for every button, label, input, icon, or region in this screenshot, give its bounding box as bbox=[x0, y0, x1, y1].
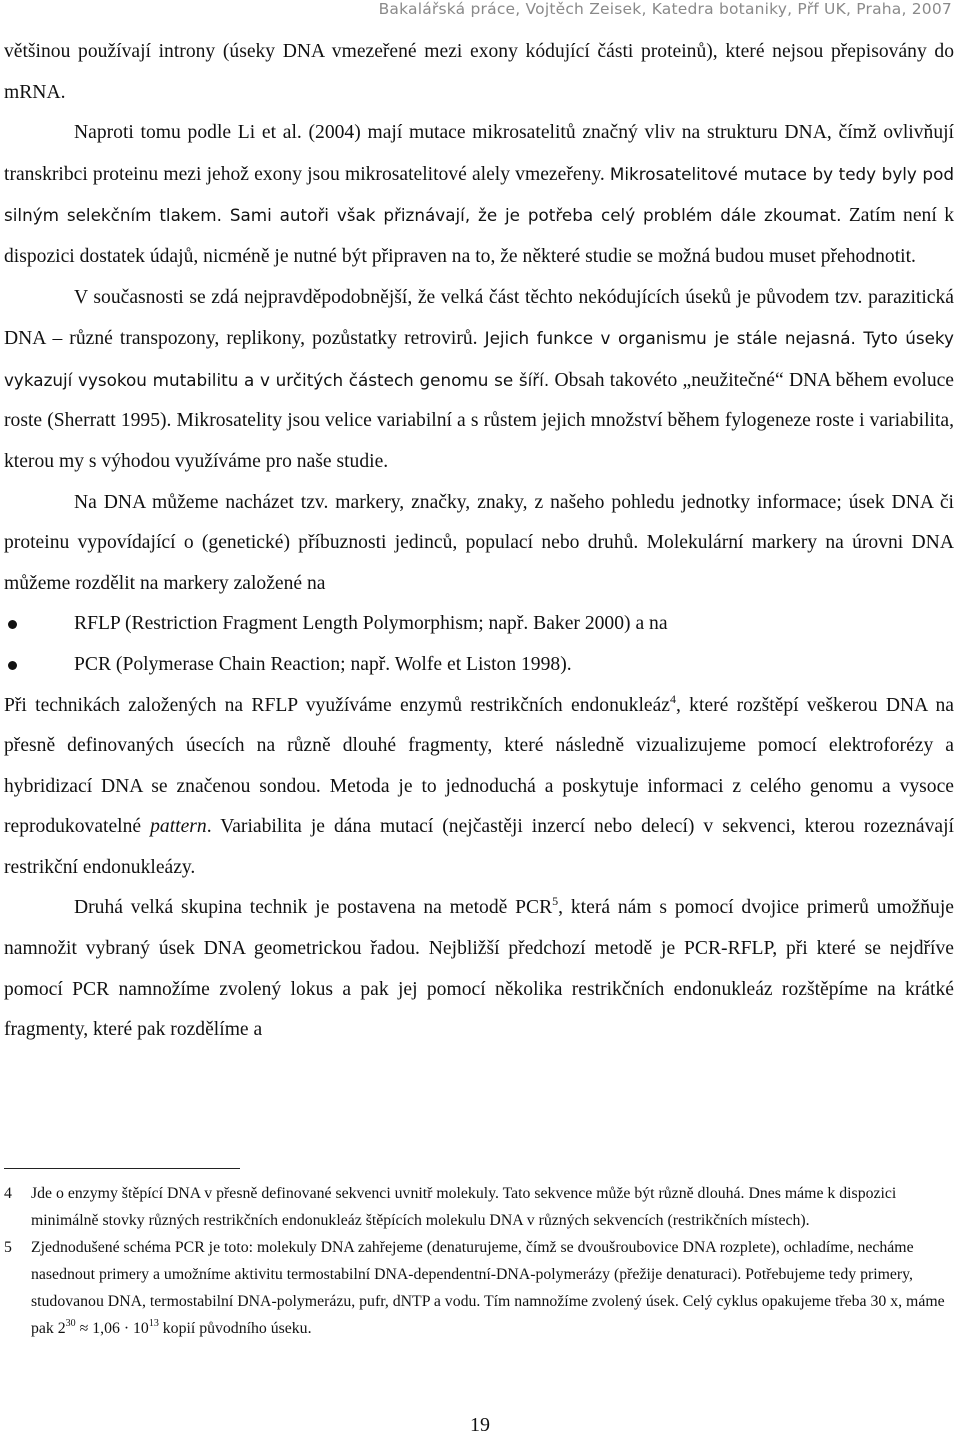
footnote-divider bbox=[4, 1168, 240, 1169]
list-item bbox=[4, 645, 954, 686]
footnote-4 bbox=[4, 1180, 954, 1234]
marker-list bbox=[4, 604, 954, 685]
paragraph-2-sans-text: Mikrosatelitové mutace by tedy byly pod silným selekčním tlakem. Sami autoři však přiznávají, že je potřeba celý problém dále zkoumat. bbox=[4, 163, 954, 226]
paragraph-4: Na DNA můžeme nacházet tzv. markery, značky, znaky, z našeho pohledu jednotky informace; úsek DNA či proteinu vypovídající o (genetické) příbuznosti jedinců, populací nebo druhů. Molekulární markery na úrovni DNA můžeme rozdělit na markery založené na bbox=[4, 491, 954, 594]
paragraph-1: většinou používají introny (úseky DNA vmezeřené mezi exony kódující části proteinů), které nejsou přepisovány do mRNA. bbox=[4, 41, 954, 103]
footnote-text: Zjednodušené schéma PCR je toto: molekuly DNA zahřejeme (denaturujeme, čímž se dvoušroubovice DNA rozplete), ochladíme, necháme nasednout primery a umožníme aktivitu termostabilní DNA-dependentní-DNA-polymerázy (přežije denaturaci). Potřebujeme tedy primery, studovanou DNA, termostabilní DNA-polymerázu, pufr, dNTP a vodu. Tím namnožíme zvolený úsek. Celý cyklus opakujeme třeba 30 x, máme pak 2 bbox=[31, 1239, 945, 1337]
paragraph-3-text: V současnosti se zdá nejpravděpodobnější, že velká část těchto nekódujících úseků je původem tzv. parazitická DNA – různé transpozony, replikony, pozůstatky retrovirů. bbox=[4, 286, 954, 350]
bullet-icon bbox=[8, 620, 17, 629]
footnote-number: 4 bbox=[4, 1185, 12, 1202]
paragraph-3-end: Obsah takovéto „neužitečné“ DNA během evoluce roste (Sherratt 1995). Mikrosatelity jsou velice variabilní a s růstem jejich množství během fylogeneze roste i variabilita, kterou my s výhodou využíváme pro naše studie. bbox=[4, 369, 955, 472]
paragraph-5-end: . Variabilita je dána mutací (nejčastěji inzercí nebo delecí) v sekvenci, kterou rozeznávají restrikční endonukleázy. bbox=[4, 816, 954, 878]
paragraph-5-text-cont: , které rozštěpí veškerou DNA na přesně definovaných úsecích na různě dlouhé fragmenty, které následně vizualizujeme pomocí elektroforézy a hybridizací DNA se značenou sondou. Metoda je to jednoduchá a poskytuje informaci z celého genomu a vysoce reprodukovatelné bbox=[4, 694, 954, 838]
footnote-number: 5 bbox=[4, 1239, 12, 1256]
paragraph-2 bbox=[4, 113, 954, 277]
running-header: Bakalářská práce, Vojtěch Zeisek, Katedra botaniky, Přf UK, Praha, 2007 bbox=[378, 0, 952, 18]
exponent: 30 bbox=[65, 1318, 76, 1329]
paragraph-6-text: Druhá velká skupina technik je postavena na metodě PCR bbox=[74, 897, 553, 919]
paragraph-5-text: Při technikách založených na RFLP využíváme enzymů restrikčních endonukleáz bbox=[4, 694, 671, 716]
list-item-text: RFLP (Restriction Fragment Length Polymorphism; např. Baker 2000) a na bbox=[74, 613, 668, 635]
footnotes bbox=[4, 1180, 954, 1342]
bullet-icon bbox=[8, 661, 17, 670]
paragraph-3-sans-text: Jejich funkce v organismu je stále nejasná. Tyto úseky vykazují vysokou mutabilitu a v určitých částech genomu se šíří. bbox=[4, 328, 954, 390]
list-item bbox=[4, 604, 954, 645]
body-text bbox=[4, 32, 954, 1051]
paragraph-3 bbox=[4, 278, 954, 483]
list-item-text: PCR (Polymerase Chain Reaction; např. Wolfe et Liston 1998). bbox=[74, 653, 572, 675]
paragraph-6 bbox=[4, 888, 954, 1050]
footnote-text-end: kopií původního úseku. bbox=[158, 1320, 312, 1337]
footnote-text-cont: ≈ 1,06 · 10 bbox=[75, 1320, 149, 1337]
page-number: 19 bbox=[470, 1414, 490, 1436]
footnote-ref-4: 4 bbox=[670, 691, 677, 706]
italic-term: pattern bbox=[150, 816, 207, 838]
paragraph-6-text-cont: , která nám s pomocí dvojice primerů umožňuje namnožit vybraný úsek DNA geometrickou řadou. Nejbližší předchozí metodě je PCR-RFLP, při které se nejdříve pomocí PCR namnožíme zvolený lokus a pak jej pomocí několika restrikčních endonukleáz rozštěpíme na krátké fragmenty, které pak rozdělíme a bbox=[4, 897, 954, 1041]
footnote-text: Jde o enzymy štěpící DNA v přesně definované sekvenci uvnitř molekuly. Tato sekvence může být různě dlouhá. Dnes máme k dispozici minimálně stovky různých restrikčních endonukleáz štěpících molekulu DNA v různých sekvencích (restrikčních místech). bbox=[31, 1185, 897, 1229]
exponent: 13 bbox=[148, 1318, 159, 1329]
footnote-5 bbox=[4, 1234, 954, 1342]
paragraph-5 bbox=[4, 686, 954, 889]
footnote-ref-5: 5 bbox=[552, 894, 559, 909]
paragraph-2-text: Naproti tomu podle Li et al. (2004) mají mutace mikrosatelitů značný vliv na strukturu DNA, čímž ovlivňují transkribci proteinu mezi jehož exony jsou mikrosatelitové alely vmezeřeny. bbox=[4, 122, 954, 185]
paragraph-2-end: Zatím není k dispozici dostatek údajů, nicméně je nutné být připraven na to, že některé studie se možná budou muset přehodnotit. bbox=[4, 205, 955, 267]
